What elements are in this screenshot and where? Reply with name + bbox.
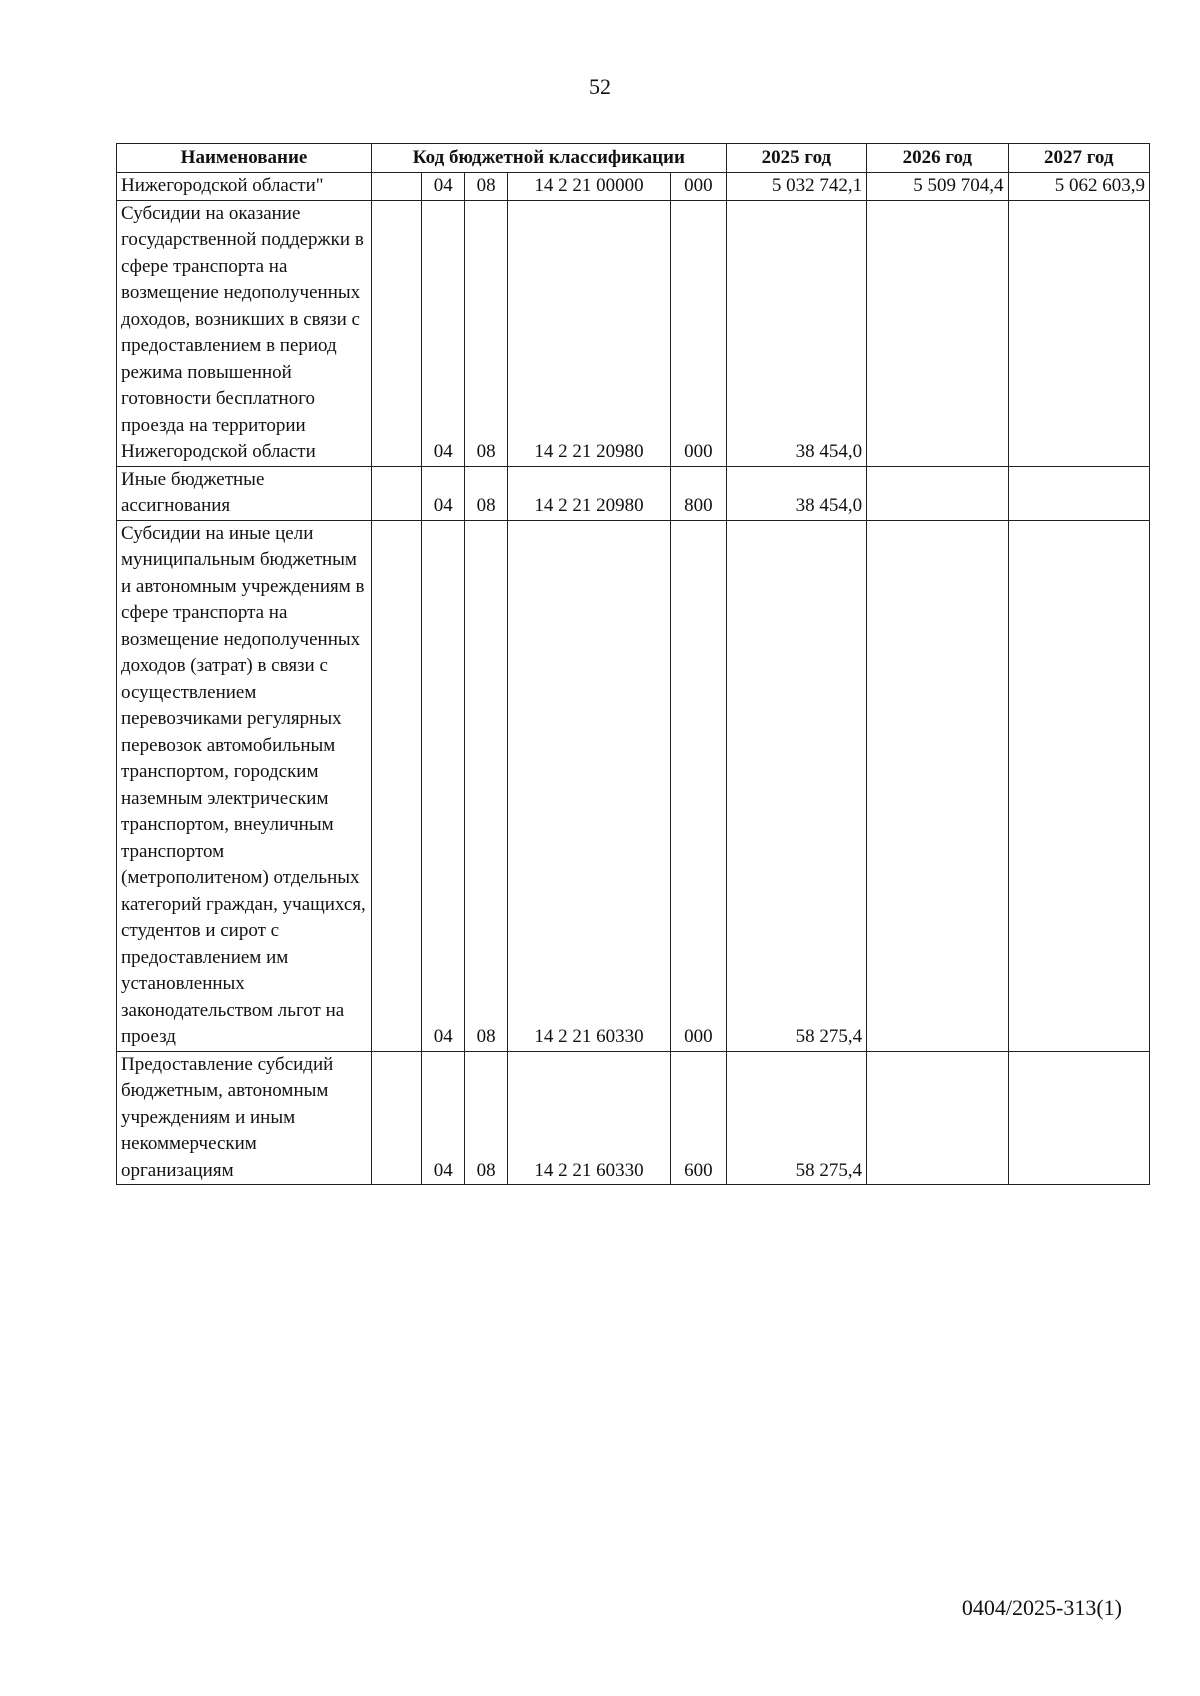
section-code: 04 bbox=[422, 173, 465, 201]
section-code: 04 bbox=[422, 520, 465, 1051]
amount-2027 bbox=[1008, 466, 1149, 520]
amount-2025: 58 275,4 bbox=[726, 1051, 866, 1185]
page-number: 52 bbox=[589, 74, 611, 99]
subsection-code: 08 bbox=[465, 173, 508, 201]
subsection-code: 08 bbox=[465, 466, 508, 520]
section-code: 04 bbox=[422, 466, 465, 520]
row-name: Предоставление субсидий бюджетным, автономным учреждениям и иным некоммерческим организациям bbox=[117, 1051, 372, 1185]
table-row bbox=[117, 466, 1150, 520]
subsection-code: 08 bbox=[465, 200, 508, 466]
empty-cell bbox=[372, 1051, 422, 1185]
expense-type-code: 600 bbox=[670, 1051, 726, 1185]
amount-2026 bbox=[867, 1051, 1008, 1185]
table-row bbox=[117, 173, 1150, 201]
amount-2027: 5 062 603,9 bbox=[1008, 173, 1149, 201]
header-name: Наименование bbox=[117, 144, 372, 173]
table-header-row bbox=[117, 144, 1150, 173]
expense-type-code: 800 bbox=[670, 466, 726, 520]
row-name: Субсидии на иные цели муниципальным бюджетным и автономным учреждениям в сфере транспорта на возмещение недополученных доходов (затрат) в связи с осуществлением перевозчиками регулярных перевозок автомобильным транспортом, городским наземным электрическим транспортом, внеуличным транспортом (метрополитеном) отдельных категорий граждан, учащихся, студентов и сирот с предоставлением им установленных законодательством льгот на проезд bbox=[117, 520, 372, 1051]
header-2026: 2026 год bbox=[867, 144, 1008, 173]
empty-cell bbox=[372, 466, 422, 520]
expense-type-code: 000 bbox=[670, 200, 726, 466]
expense-type-code: 000 bbox=[670, 173, 726, 201]
table-row bbox=[117, 1051, 1150, 1185]
target-article-code: 14 2 21 00000 bbox=[508, 173, 671, 201]
amount-2025: 5 032 742,1 bbox=[726, 173, 866, 201]
header-2025: 2025 год bbox=[726, 144, 866, 173]
amount-2027 bbox=[1008, 520, 1149, 1051]
target-article-code: 14 2 21 60330 bbox=[508, 1051, 671, 1185]
row-name: Иные бюджетные ассигнования bbox=[117, 466, 372, 520]
row-name: Субсидии на оказание государственной поддержки в сфере транспорта на возмещение недополученных доходов, возникших в связи с предоставлением в период режима повышенной готовности бесплатного проезда на территории Нижегородской области bbox=[117, 200, 372, 466]
amount-2027 bbox=[1008, 200, 1149, 466]
document-code: 0404/2025-313(1) bbox=[961, 1595, 1122, 1620]
expense-type-code: 000 bbox=[670, 520, 726, 1051]
empty-cell bbox=[372, 520, 422, 1051]
row-name: Нижегородской области" bbox=[117, 173, 372, 201]
amount-2025: 58 275,4 bbox=[726, 520, 866, 1051]
budget-table bbox=[116, 143, 1150, 1185]
amount-2025: 38 454,0 bbox=[726, 200, 866, 466]
section-code: 04 bbox=[422, 200, 465, 466]
amount-2026: 5 509 704,4 bbox=[867, 173, 1008, 201]
target-article-code: 14 2 21 20980 bbox=[508, 466, 671, 520]
table-row bbox=[117, 520, 1150, 1051]
target-article-code: 14 2 21 60330 bbox=[508, 520, 671, 1051]
empty-cell bbox=[372, 173, 422, 201]
amount-2026 bbox=[867, 520, 1008, 1051]
empty-cell bbox=[372, 200, 422, 466]
amount-2025: 38 454,0 bbox=[726, 466, 866, 520]
subsection-code: 08 bbox=[465, 520, 508, 1051]
header-code: Код бюджетной классификации bbox=[372, 144, 727, 173]
header-2027: 2027 год bbox=[1008, 144, 1149, 173]
amount-2026 bbox=[867, 200, 1008, 466]
amount-2026 bbox=[867, 466, 1008, 520]
target-article-code: 14 2 21 20980 bbox=[508, 200, 671, 466]
section-code: 04 bbox=[422, 1051, 465, 1185]
amount-2027 bbox=[1008, 1051, 1149, 1185]
table-row bbox=[117, 200, 1150, 466]
subsection-code: 08 bbox=[465, 1051, 508, 1185]
